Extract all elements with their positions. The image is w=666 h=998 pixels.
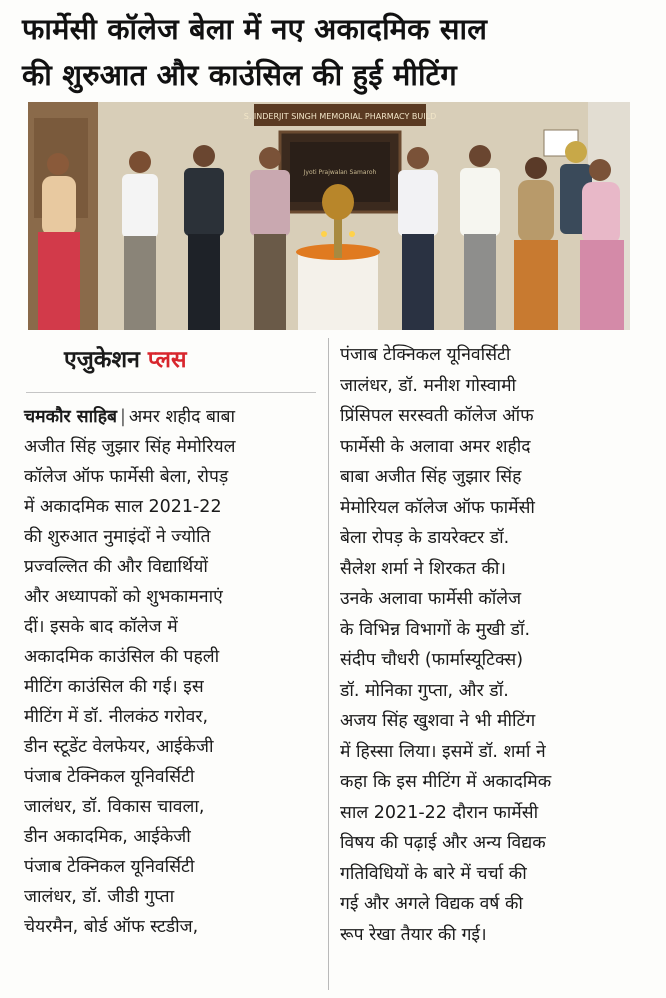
article-line-text: अमर शहीद बाबा	[128, 407, 236, 427]
article-line: के विभिन्न विभागों के मुखी डॉ.	[340, 619, 531, 640]
group-photo-illustration	[28, 102, 630, 330]
article-line: विषय की पढ़ाई और अन्य विद्यक	[340, 833, 546, 853]
lamp-flame-right	[349, 231, 355, 237]
article-line: और अध्यापकों को शुभकामनाएं	[24, 587, 223, 607]
person-3	[184, 145, 224, 330]
article-line: की शुरुआत नुमाइंदों ने ज्योति	[24, 527, 211, 547]
article-line: डॉ. मोनिका गुप्ता, और डॉ.	[340, 680, 509, 701]
article-line: जालंधर, डॉ. जीडी गुप्ता	[24, 887, 175, 907]
article-line: अजीत सिंह जुझार सिंह मेमोरियल	[24, 437, 236, 457]
article-line: कॉलेज ऑफ फार्मेसी बेला, रोपड़	[24, 467, 229, 487]
article-line: में हिस्सा लिया। इसमें डॉ. शर्मा ने	[340, 741, 546, 762]
kicker-main: एजुकेशन	[64, 347, 140, 373]
article-line: जालंधर, डॉ. विकास चावला,	[24, 797, 205, 817]
article-line: साल 2021-22 दौरान फार्मेसी	[340, 802, 539, 823]
article-line: प्रज्वल्लित की और विद्यार्थियों	[24, 557, 208, 577]
article-line: प्रिंसिपल सरस्वती कॉलेज ऑफ	[340, 406, 534, 426]
article-line: डीन अकादमिक, आईकेजी	[24, 827, 191, 847]
lamp-table	[298, 252, 378, 330]
article-column-right	[340, 340, 638, 950]
headline	[22, 6, 652, 98]
headline-line-2: की शुरुआत और काउंसिल की हुई मीटिंग	[22, 58, 457, 92]
article-line: चेयरमैन, बोर्ड ऑफ स्टडीज,	[24, 917, 199, 937]
article-line: मीटिंग काउंसिल की गई। इस	[24, 677, 204, 697]
person-2	[122, 151, 158, 330]
article-line: बाबा अजीत सिंह जुझार सिंह	[340, 467, 522, 487]
article-line: उनके अलावा फार्मेसी कॉलेज	[340, 589, 522, 609]
article-line: जालंधर, डॉ. मनीश गोस्वामी	[340, 375, 517, 396]
article-line: में अकादमिक साल 2021-22	[24, 497, 222, 517]
article-line: फार्मेसी के अलावा अमर शहीद	[340, 436, 531, 457]
article-line: पंजाब टेक्निकल यूनिवर्सिटी	[24, 767, 195, 787]
kicker-accent: प्लस	[147, 347, 187, 373]
article-line: कहा कि इस मीटिंग में अकादमिक	[340, 772, 552, 792]
article-line: मेमोरियल कॉलेज ऑफ फार्मेसी	[340, 497, 535, 518]
article-line: डीन स्टूडेंट वेलफेयर, आईकेजी	[24, 737, 214, 757]
lamp-top	[322, 184, 354, 220]
dateline-separator: |	[119, 407, 126, 427]
article-line: पंजाब टेक्निकल यूनिवर्सिटी	[340, 345, 511, 365]
lamp-flame-left	[321, 231, 327, 237]
person-6	[460, 145, 500, 330]
section-kicker	[64, 340, 304, 380]
article-line: बेला रोपड़ के डायरेक्टर डॉ.	[340, 528, 510, 548]
article-line: सैलेश शर्मा ने शिरकत की।	[340, 558, 507, 579]
headline-line-1: फार्मेसी कॉलेज बेला में नए अकादमिक साल	[22, 12, 488, 46]
article-line: पंजाब टेक्निकल यूनिवर्सिटी	[24, 857, 195, 877]
article-line: रूप रेखा तैयार की गई।	[340, 924, 487, 945]
article-line: अजय सिंह खुशवा ने भी मीटिंग	[340, 711, 536, 731]
article-line: गई और अगले विद्यक वर्ष की	[340, 894, 523, 914]
article-line	[24, 402, 318, 432]
board-text: Jyoti Prajwalan Samaroh	[303, 169, 377, 176]
article-line: गतिविधियों के बारे में चर्चा की	[340, 863, 527, 884]
column-divider	[328, 338, 329, 990]
dateline: चमकौर साहिब	[24, 407, 117, 427]
article-line: संदीप चौधरी (फार्मास्यूटिक्स)	[340, 650, 524, 670]
article-line: मीटिंग में डॉ. नीलकंठ गरोवर,	[24, 707, 209, 727]
article-line: अकादमिक काउंसिल की पहली	[24, 647, 220, 667]
person-5	[398, 147, 438, 330]
article-column-left	[24, 402, 318, 942]
news-photo	[28, 102, 630, 330]
person-4	[250, 147, 290, 330]
banner-text: S. INDERJIT SINGH MEMORIAL PHARMACY BUILD	[243, 112, 437, 121]
article-line: दीं। इसके बाद कॉलेज में	[24, 617, 178, 637]
kicker-divider	[26, 392, 316, 393]
